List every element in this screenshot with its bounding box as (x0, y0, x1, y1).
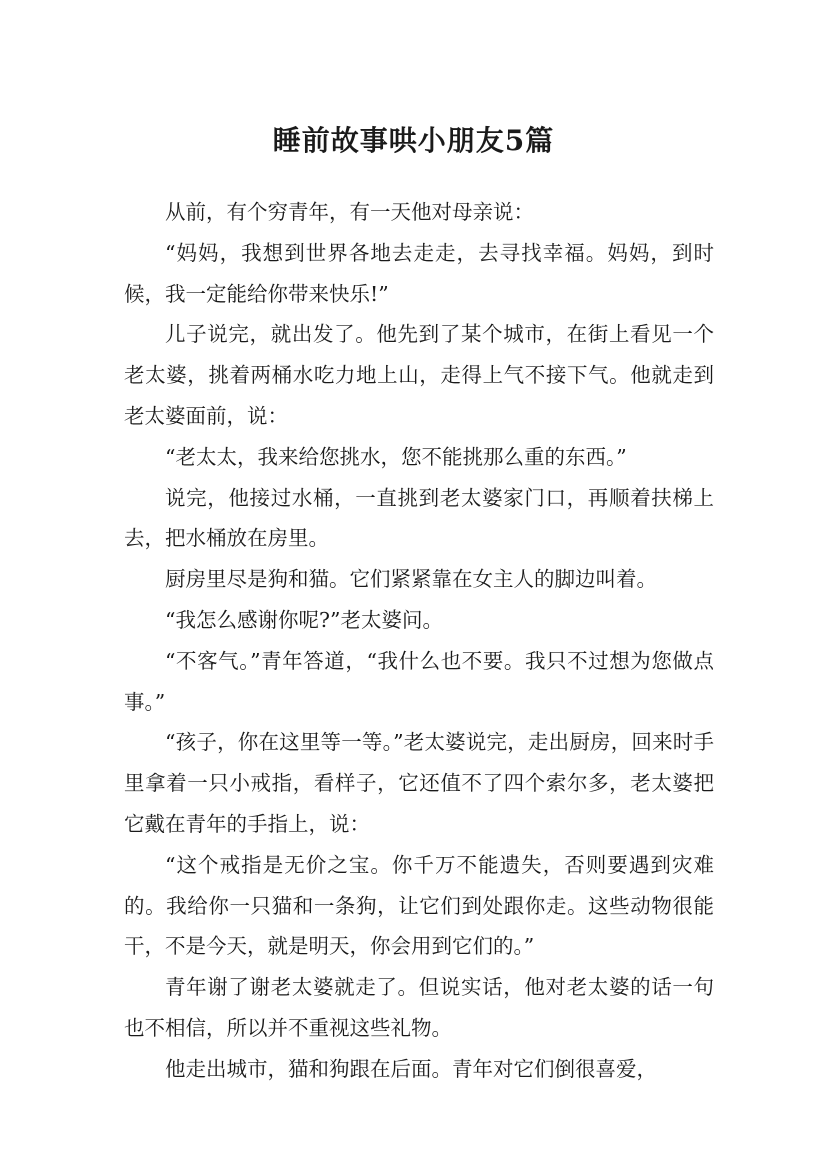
story-paragraph: 厨房里尽是狗和猫。它们紧紧靠在女主人的脚边叫着。 (165, 567, 657, 592)
story-paragraph: “孩子，你在这里等一等。”老太婆说完，走出厨房，回来时手里拿着一只小戒指，看样子，它还值不了四个索尔多，老太婆把它戴在青年的手指上，说： (124, 730, 714, 836)
document-title: 睡前故事哄小朋友5篇 (272, 123, 555, 157)
story-paragraph: 他走出城市，猫和狗跟在后面。青年对它们倒很喜爱， (165, 1056, 657, 1081)
story-paragraph: 青年谢了谢老太婆就走了。但说实话，他对老太婆的话一句也不相信，所以并不重视这些礼物。 (124, 975, 714, 1040)
story-paragraph: “妈妈，我想到世界各地去走走，去寻找幸福。妈妈，到时候，我一定能给你带来快乐!” (124, 240, 714, 306)
story-body (124, 192, 714, 1090)
story-paragraph: “这个戒指是无价之宝。你千万不能遗失，否则要遇到灾难的。我给你一只猫和一条狗，让它们到处跟你走。这些动物很能干，不是今天，就是明天，你会用到它们的。” (124, 852, 714, 959)
story-paragraph: 儿子说完，就出发了。他先到了某个城市，在街上看见一个老太婆，挑着两桶水吃力地上山，走得上气不接下气。他就走到老太婆面前，说： (124, 322, 714, 428)
story-paragraph: 从前，有个穷青年，有一天他对母亲说： (165, 200, 534, 224)
story-paragraph: 说完，他接过水桶，一直挑到老太婆家门口，再顺着扶梯上去，把水桶放在房里。 (124, 485, 714, 551)
story-paragraph: “我怎么感谢你呢?”老太婆问。 (165, 607, 443, 632)
story-paragraph: “不客气。”青年答道，“我什么也不要。我只不过想为您做点事。” (124, 648, 714, 714)
story-paragraph: “老太太，我来给您挑水，您不能挑那么重的东西。” (165, 444, 627, 469)
